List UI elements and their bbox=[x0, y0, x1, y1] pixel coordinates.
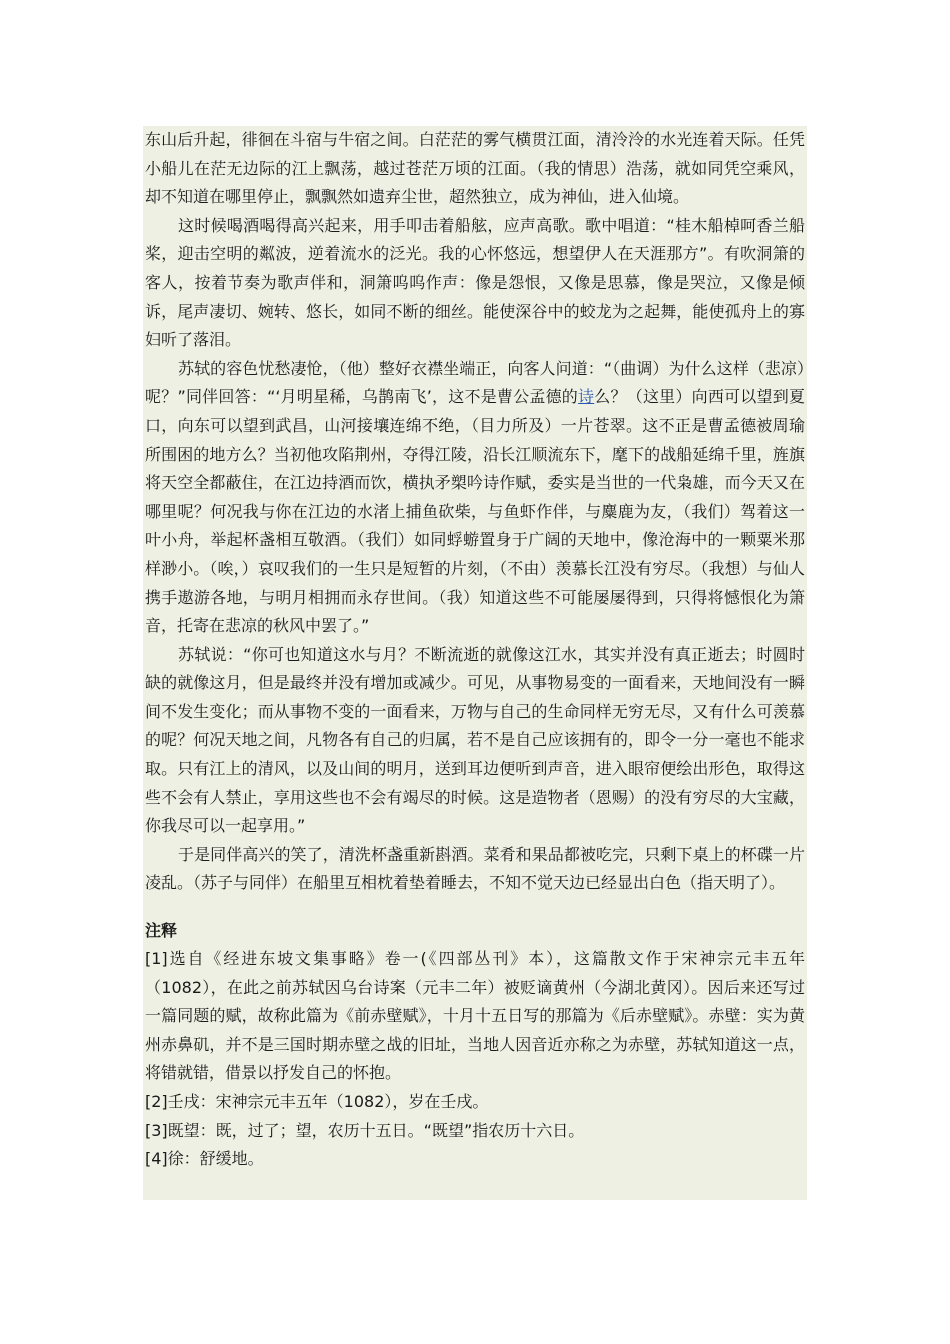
note-2: [2]壬戌：宋神宗元丰五年（1082），岁在壬戌。 bbox=[145, 1092, 489, 1111]
note-3: [3]既望：既，过了；望，农历十五日。“既望”指农历十六日。 bbox=[145, 1120, 585, 1140]
translation-content bbox=[143, 126, 807, 1200]
paragraph-3-text-after: 么？（这里）向西可以望到夏口，向东可以望到武昌，山河接壤连绵不绝，（目力所及）一片苍翠。这不正是曹孟德被周瑜所围困的地方么？当初他攻陷荆州，夺得江陵，沿长江顺流东下，麾下的战船延绵千里，旌旗将天空全都蔽住，在江边持酒而饮，横执矛槊吟诗作赋，委实是当世的一代枭雄，而今天又在哪里呢？何况我与你在江边的水渚上捕鱼砍柴，与鱼虾作伴，与麋鹿为友，（我们）驾着这一叶小舟，举起杯盏相互敬酒。（我们）如同蜉蝣置身于广阔的天地中，像沧海中的一颗粟米那样渺小。（唉，）哀叹我们的一生只是短暂的片刻，（不由）羡慕长江没有穷尽。（我想）与仙人携手遨游各地，与明月相拥而永存世间。（我）知道这些不可能屡屡得到，只得将憾恨化为箫音，托寄在悲凉的秋风中罢了。” bbox=[145, 387, 805, 636]
poem-link[interactable]: 诗 bbox=[578, 387, 595, 407]
notes-heading: 注释 bbox=[145, 921, 178, 941]
paragraph-5: 于是同伴高兴的笑了，清洗杯盏重新斟酒。菜肴和果品都被吃完，只剩下桌上的杯碟一片凌乱。（苏子与同伴）在船里互相枕着垫着睡去，不知不觉天边已经显出白色（指天明了）。 bbox=[145, 844, 805, 893]
note-4: [4]徐：舒缓地。 bbox=[145, 1149, 264, 1169]
paragraph-3 bbox=[145, 355, 805, 641]
paragraph-2: 这时候喝酒喝得高兴起来，用手叩击着船舷，应声高歌。歌中唱道：“桂木船棹呵香兰船桨，迎击空明的粼波，逆着流水的泛光。我的心怀悠远，想望伊人在天涯那方”。有吹洞箫的客人，按着节奏为歌声伴和，洞箫呜呜作声：像是怨恨，又像是思慕，像是哭泣，又像是倾诉，尾声凄切、婉转、悠长，如同不断的细丝。能使深谷中的蛟龙为之起舞，能使孤舟上的寡妇听了落泪。 bbox=[145, 215, 805, 350]
paragraph-1: 东山后升起，徘徊在斗宿与牛宿之间。白茫茫的雾气横贯江面，清泠泠的水光连着天际。任凭小船儿在茫无边际的江上飘荡，越过苍茫万顷的江面。（我的情思）浩荡，就如同凭空乘风，却不知道在哪里停止，飘飘然如遗弃尘世，超然独立，成为神仙，进入仙境。 bbox=[145, 130, 805, 207]
paragraph-4: 苏轼说：“你可也知道这水与月？不断流逝的就像这江水，其实并没有真正逝去；时圆时缺的就像这月，但是最终并没有增加或减少。可见，从事物易变的一面看来，天地间没有一瞬间不发生变化；而从事物不变的一面看来，万物与自己的生命同样无穷无尽，又有什么可羡慕的呢？何况天地之间，凡物各有自己的归属，若不是自己应该拥有的，即令一分一毫也不能求取。只有江上的清风，以及山间的明月，送到耳边便听到声音，进入眼帘便绘出形色，取得这些不会有人禁止，享用这些也不会有竭尽的时候。这是造物者（恩赐）的没有穷尽的大宝藏，你我尽可以一起享用。” bbox=[145, 644, 805, 836]
note-1: [1]选自《经进东坡文集事略》卷一(《四部丛刊》本），这篇散文作于宋神宗元丰五年（1082），在此之前苏轼因乌台诗案（元丰二年）被贬谪黄州（今湖北黄冈）。因后来还写过一篇同题的赋，故称此篇为《前赤壁赋》，十月十五日写的那篇为《后赤壁赋》。赤壁：实为黄州赤鼻矶，并不是三国时期赤壁之战的旧址，当地人因音近亦称之为赤壁，苏轼知道这一点，将错就错，借景以抒发自己的怀抱。 bbox=[145, 949, 805, 1083]
paragraph-3-text-before: 苏轼的容色忧愁凄怆，（他）整好衣襟坐端正，向客人问道：“（曲调）为什么这样（悲凉）呢？”同伴回答：“‘月明星稀，乌鹊南飞’，这不是曹公孟德的 bbox=[145, 358, 805, 407]
